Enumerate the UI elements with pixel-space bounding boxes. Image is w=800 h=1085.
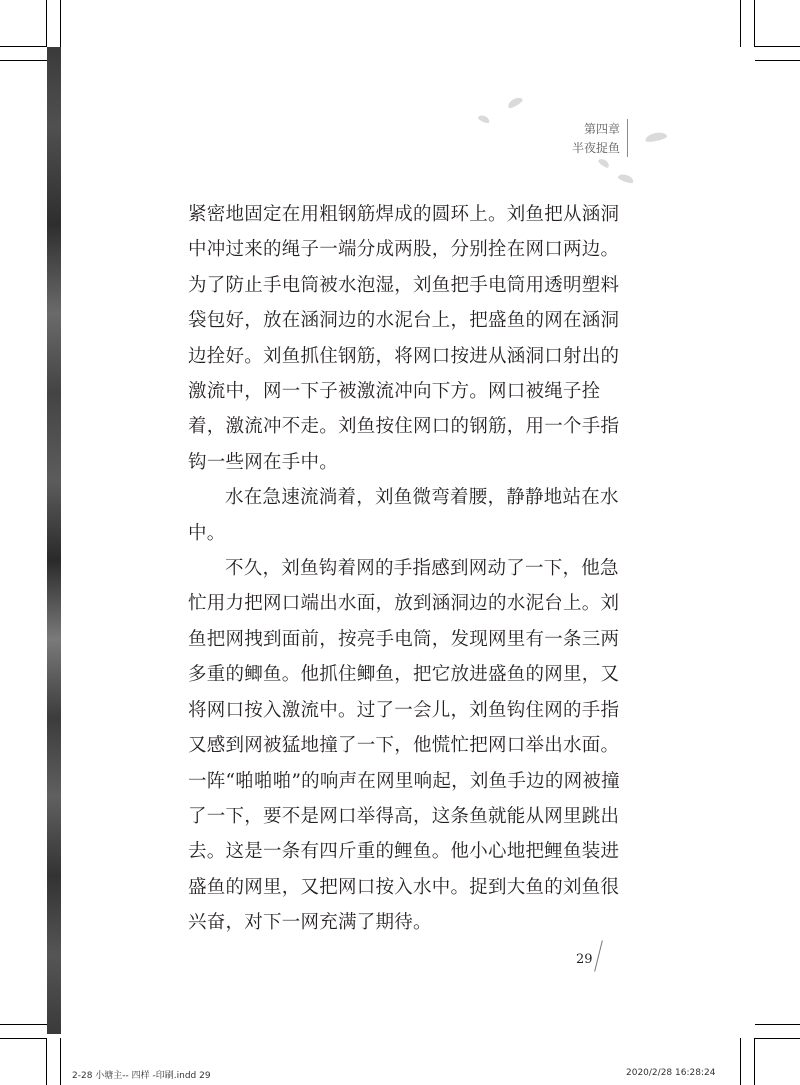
- crop-mark-bottom-left-h2: [0, 1038, 47, 1039]
- chapter-number: 第四章: [583, 122, 620, 136]
- petal-decoration: [477, 114, 490, 125]
- crop-mark-top-left-h: [0, 46, 47, 47]
- page-number-divider: [594, 940, 603, 971]
- crop-mark-top-right-v: [740, 0, 741, 47]
- petal-decoration: [644, 131, 667, 143]
- body-text: [188, 197, 628, 941]
- chapter-divider: [627, 119, 628, 157]
- decorative-photo-strip: [47, 47, 61, 1034]
- crop-mark-top-right-v2: [754, 0, 755, 47]
- print-timestamp: 2020/2/28 16:28:24: [626, 1068, 716, 1078]
- crop-mark-top-left-v2: [46, 0, 47, 47]
- paragraph: 不久，刘鱼钩着网的手指感到网动了一下，他急忙用力把网口端出水面，放到涵洞边的水泥台上。刘鱼把网拽到面前，按亮手电筒，发现网里有一条三两多重的鲫鱼。他抓住鲫鱼，把它放进盛鱼的网里，又将网口按入激流中。过了一会儿，刘鱼钩住网的手指又感到网被猛地撞了一下，他慌忙把网口举出水面。一阵“啪啪啪”的响声在网里响起，刘鱼手边的网被撞了一下，要不是网口举得高，这条鱼就能从网里跳出去。这是一条有四斤重的鲤鱼。他小心地把鲤鱼装进盛鱼的网里，又把网口按入水中。捉到大鱼的刘鱼很兴奋，对下一网充满了期待。: [188, 558, 620, 934]
- page-number: 29: [576, 952, 593, 967]
- crop-mark-top-right-h: [755, 46, 800, 47]
- crop-mark-bottom-right-h2: [755, 1038, 800, 1039]
- chapter-heading: [572, 120, 620, 158]
- crop-mark-bottom-left-v2: [46, 1038, 47, 1085]
- crop-mark-bottom-left-v: [60, 1038, 61, 1085]
- crop-mark-top-left-h2: [0, 60, 47, 61]
- crop-mark-top-right-h2: [755, 60, 800, 61]
- crop-mark-bottom-right-v2: [754, 1038, 755, 1085]
- file-slug: 2-28 小塘主-- 四样 -印刷.indd 29: [72, 1071, 211, 1081]
- crop-mark-bottom-right-v: [740, 1038, 741, 1085]
- paragraph: 紧密地固定在用粗钢筋焊成的圆环上。刘鱼把从涵洞中冲过来的绳子一端分成两股，分别拴在网口两边。为了防止手电筒被水泡湿，刘鱼把手电筒用透明塑料袋包好，放在涵洞边的水泥台上，把盛鱼的网在涵洞边拴好。刘鱼抓住钢筋，将网口按进从涵洞口射出的激流中，网一下子被激流冲向下方。网口被绳子拴着，激流冲不走。刘鱼按住网口的钢筋，用一个手指钩一些网在手中。: [188, 204, 620, 473]
- petal-decoration: [506, 95, 523, 109]
- chapter-title: 半夜捉鱼: [571, 141, 620, 155]
- paragraph: 水在急速流淌着，刘鱼微弯着腰，静静地站在水中。: [188, 487, 619, 544]
- crop-mark-bottom-left-h: [0, 1024, 47, 1025]
- petal-decoration: [597, 157, 610, 169]
- crop-mark-top-left-v: [60, 0, 61, 47]
- petal-decoration: [617, 172, 634, 184]
- crop-mark-bottom-right-h: [755, 1024, 800, 1025]
